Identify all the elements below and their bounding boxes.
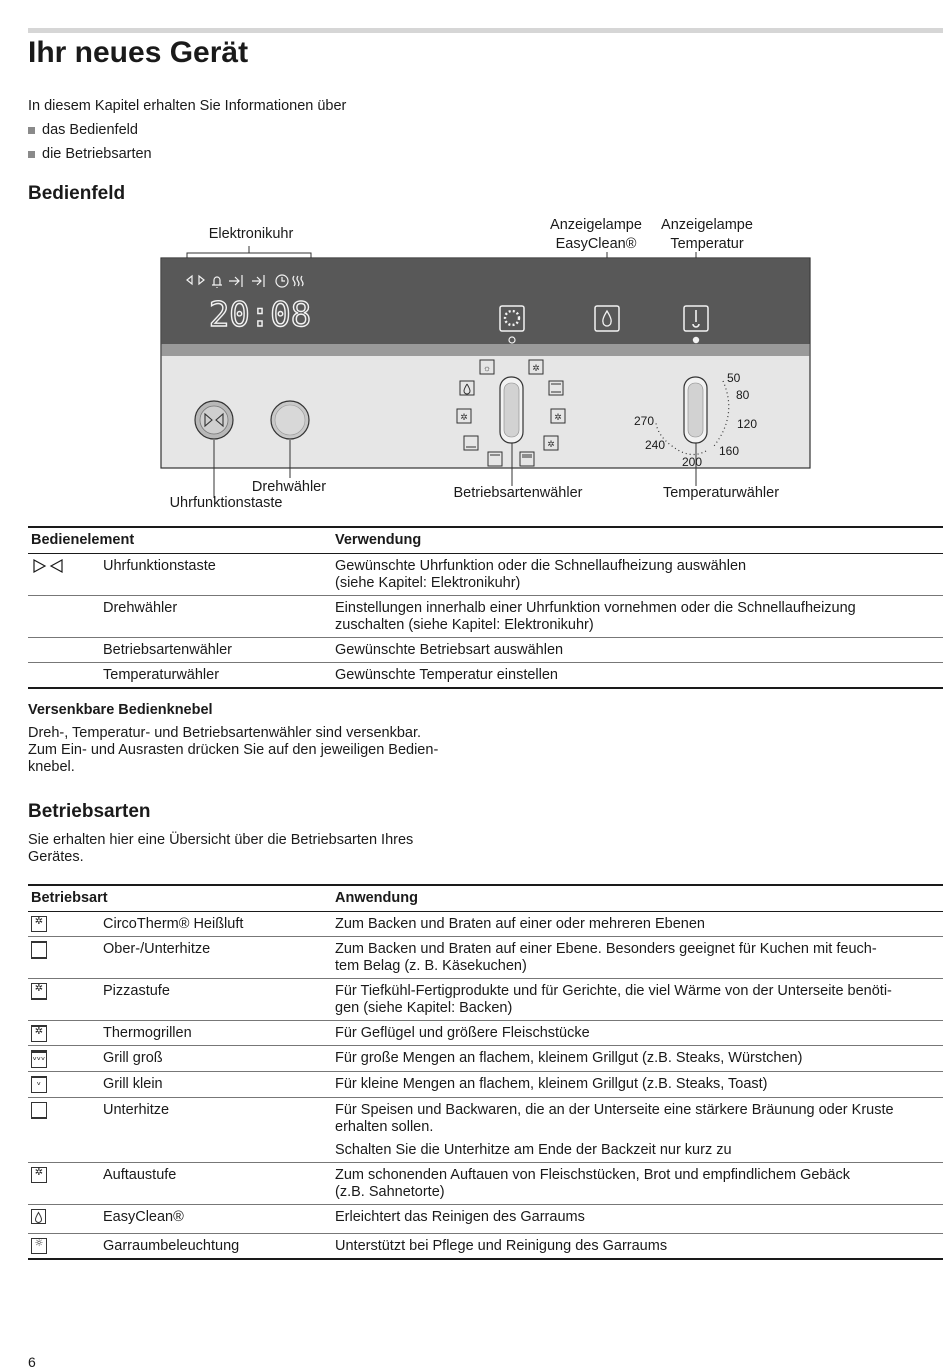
- intro-bullet: die Betriebsarten: [28, 142, 346, 166]
- svg-text:☼: ☼: [482, 363, 492, 373]
- temp-tick: 200: [682, 455, 703, 469]
- mode-use: Zum schonenden Auftauen von Fleischstücken, Brot und empfindlichem Gebäck (z.B. Sahnetorte): [332, 1162, 943, 1204]
- mode-name: CircoTherm® Heißluft: [100, 912, 332, 937]
- intro-bullet: das Bedienfeld: [28, 118, 346, 142]
- control-use: Gewünschte Temperatur einstellen: [332, 663, 943, 689]
- easyclean-icon: [31, 1209, 47, 1225]
- label-betriebsartenwaehler: Betriebsartenwähler: [453, 485, 583, 501]
- mode-name: Thermogrillen: [100, 1021, 332, 1046]
- oven-light-icon: ☼: [31, 1238, 47, 1254]
- subheading-versenkbar: Versenkbare Bedienknebel: [28, 702, 213, 718]
- mode-use: Zum Backen und Braten auf einer Ebene. Besonders geeignet für Kuchen mit feuch- tem Belag (z. B. Käsekuchen): [332, 937, 943, 979]
- left-right-arrows-icon: [31, 558, 65, 574]
- column-header: Anwendung: [332, 885, 943, 912]
- modes-table: [28, 884, 943, 1260]
- table-row: [28, 638, 943, 663]
- circotherm-icon: ✲: [31, 916, 47, 932]
- temp-tick: 120: [737, 417, 758, 431]
- control-panel-diagram: [0, 0, 950, 520]
- thermogrill-icon: ✲: [31, 1025, 47, 1042]
- svg-text:✲: ✲: [532, 363, 540, 373]
- table-row: [28, 596, 943, 638]
- grill-small-icon: ᵥ: [31, 1076, 47, 1093]
- mode-use: Für Tiefkühl-Fertigprodukte und für Gerichte, die viel Wärme von der Unterseite benöti- gen (siehe Kapitel: Backen): [332, 979, 943, 1021]
- label-uhrfunktionstaste: Uhrfunktionstaste: [169, 495, 283, 511]
- table-row: [28, 1162, 943, 1204]
- mode-name: Pizzastufe: [100, 979, 332, 1021]
- svg-text:✲: ✲: [460, 412, 468, 422]
- top-bottom-heat-icon: [31, 941, 47, 959]
- intro-text: In diesem Kapitel erhalten Sie Informationen über: [28, 98, 347, 114]
- label-drehwaehler: Drehwähler: [251, 479, 327, 495]
- panel-bevel: [162, 344, 810, 356]
- mode-use: Unterstützt bei Pflege und Reinigung des Garraums: [332, 1233, 943, 1259]
- label-lamp-temperature: Temperatur: [670, 236, 744, 252]
- control-use: Gewünschte Uhrfunktion oder die Schnellaufheizung auswählen (siehe Kapitel: Elektronikuhr): [332, 554, 943, 596]
- mode-use: Erleichtert das Reinigen des Garraums: [332, 1204, 943, 1233]
- label-lamp-easyclean: Anzeigelampe: [550, 217, 642, 233]
- label-elektronikuhr: Elektronikuhr: [208, 226, 294, 242]
- temp-tick: 160: [719, 444, 740, 458]
- table-header-row: [28, 527, 943, 554]
- control-name: Temperaturwähler: [100, 663, 332, 689]
- defrost-icon: ✲: [31, 1167, 47, 1183]
- column-header: Verwendung: [332, 527, 943, 554]
- mode-name: EasyClean®: [100, 1204, 332, 1233]
- controls-table: [28, 526, 943, 689]
- table-row: [28, 1046, 943, 1072]
- grill-large-icon: ᵥᵥᵥ: [31, 1050, 47, 1068]
- mode-name: Grill klein: [100, 1072, 332, 1097]
- mode-use: Für Geflügel und größere Fleischstücke: [332, 1021, 943, 1046]
- table-row: [28, 1097, 943, 1162]
- label-lamp-easyclean: EasyClean®: [555, 236, 637, 252]
- label-temperaturwaehler: Temperaturwähler: [662, 485, 780, 501]
- section-heading-betriebsarten: Betriebsarten: [28, 801, 151, 822]
- control-use: Gewünschte Betriebsart auswählen: [332, 638, 943, 663]
- page-number: 6: [28, 1354, 36, 1370]
- table-row: [28, 1072, 943, 1097]
- table-row: [28, 1233, 943, 1259]
- display-time: 20:08: [208, 295, 312, 335]
- label-lamp-temperature: Anzeigelampe: [661, 217, 753, 233]
- mode-use: Für große Mengen an flachem, kleinem Grillgut (z.B. Steaks, Würstchen): [332, 1046, 943, 1072]
- mode-use: Zum Backen und Braten auf einer oder mehreren Ebenen: [332, 912, 943, 937]
- mode-use: Für Speisen und Backwaren, die an der Unterseite eine stärkere Bräunung oder Kruste erhalten sollen. Schalten Sie die Unterhitze am Ende der Backzeit nur kurz zu: [332, 1097, 943, 1162]
- table-row: [28, 937, 943, 979]
- temp-tick: 50: [727, 371, 741, 385]
- table-row: [28, 663, 943, 689]
- control-name: Betriebsartenwähler: [100, 638, 332, 663]
- status-dot-lit: [693, 337, 699, 343]
- mode-name: Ober-/Unterhitze: [100, 937, 332, 979]
- page-title: Ihr neues Gerät: [28, 36, 249, 69]
- mode-note: Schalten Sie die Unterhitze am Ende der Backzeit nur kurz zu: [335, 1141, 732, 1158]
- table-row: [28, 912, 943, 937]
- mode-name: Garraumbeleuchtung: [100, 1233, 332, 1259]
- control-use: Einstellungen innerhalb einer Uhrfunktion vornehmen oder die Schnellaufheizung zuschalten (siehe Kapitel: Elektronikuhr): [332, 596, 943, 638]
- temp-tick: 80: [736, 388, 750, 402]
- bottom-heat-icon: [31, 1102, 47, 1119]
- temp-tick: 270: [634, 414, 655, 428]
- column-header: Bedienelement: [28, 527, 332, 554]
- temp-tick: 240: [645, 438, 666, 452]
- table-row: [28, 1021, 943, 1046]
- control-name: Drehwähler: [100, 596, 332, 638]
- mode-name: Grill groß: [100, 1046, 332, 1072]
- table-row: [28, 554, 943, 596]
- svg-text:✲: ✲: [547, 439, 555, 449]
- table-row: [28, 1204, 943, 1233]
- column-header: Betriebsart: [28, 885, 332, 912]
- mode-name: Unterhitze: [100, 1097, 332, 1162]
- mode-name: Auftaustufe: [100, 1162, 332, 1204]
- control-name: Uhrfunktionstaste: [100, 554, 332, 596]
- svg-text:✲: ✲: [554, 412, 562, 422]
- table-row: [28, 979, 943, 1021]
- mode-use: Für kleine Mengen an flachem, kleinem Grillgut (z.B. Steaks, Toast): [332, 1072, 943, 1097]
- versenkbar-text: Dreh-, Temperatur- und Betriebsartenwähler sind versenkbar. Zum Ein- und Ausrasten drücken Sie auf den jeweiligen Bedien- knebel.: [28, 725, 439, 775]
- pizza-setting-icon: ✲: [31, 983, 47, 1000]
- section-heading-bedienfeld: Bedienfeld: [28, 183, 126, 204]
- table-header-row: [28, 885, 943, 912]
- betriebsarten-text: Sie erhalten hier eine Übersicht über die Betriebsarten Ihres Gerätes.: [28, 832, 414, 865]
